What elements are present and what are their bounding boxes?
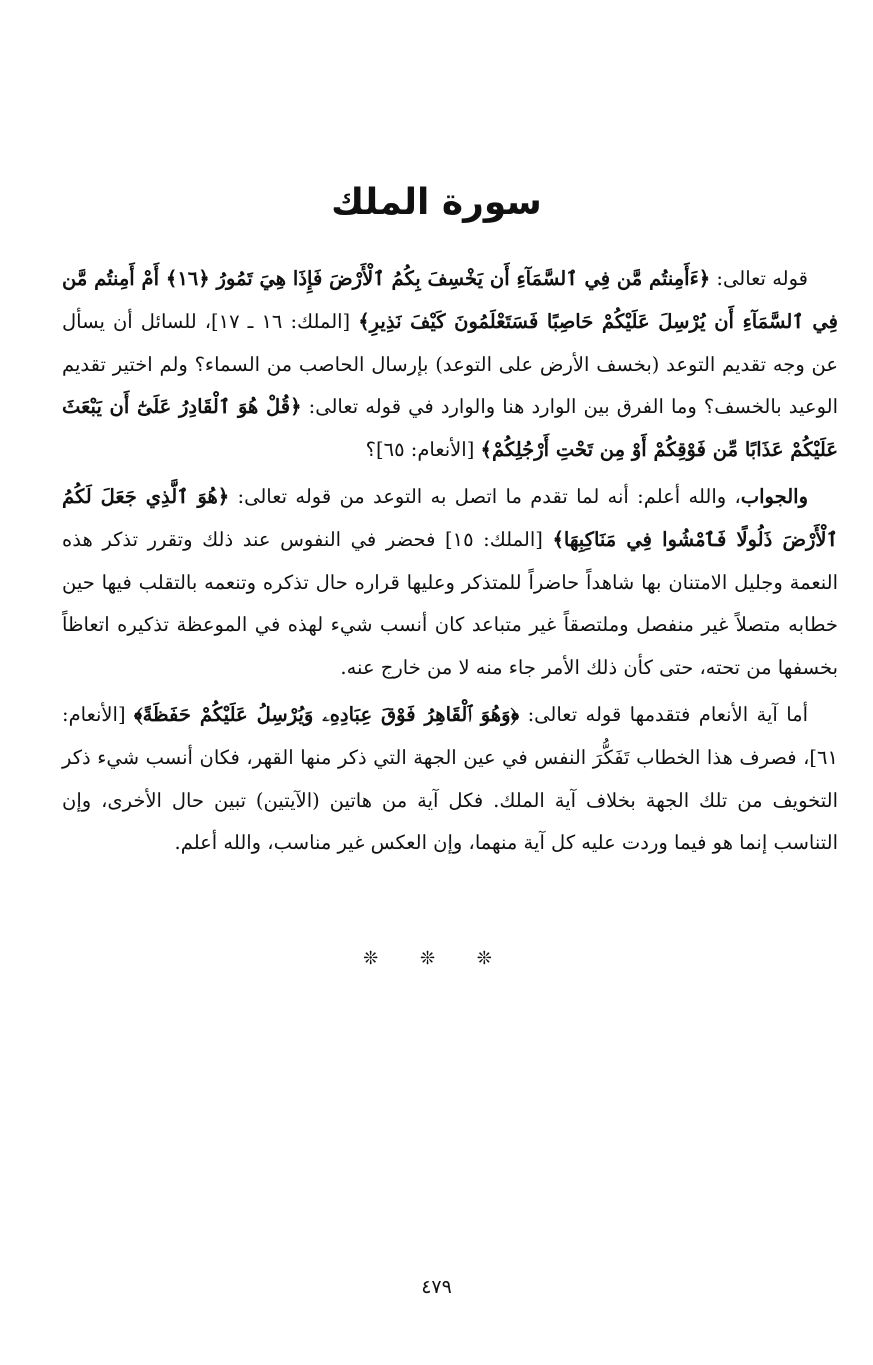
quran-verse: ﴿وَهُوَ ٱلْقَاهِرُ فَوْقَ عِبَادِهِۦ وَيُرْسِلُ عَلَيْكُمْ حَفَظَةً﴾	[133, 702, 520, 726]
page-title: سورة الملك	[331, 182, 542, 223]
answer-lead: والجواب	[740, 484, 808, 508]
paragraph-text: ، والله أعلم: أنه لما تقدم ما اتصل به التوعد من قوله تعالى:	[229, 484, 741, 508]
paragraph-text: قوله تعالى:	[710, 267, 808, 290]
quran-verse: ﴿هُوَ ٱلَّذِي جَعَلَ لَكُمُ ٱلْأَرْضَ ذَلُولًا فَٱمْشُوا فِي مَنَاكِبِهَا﴾	[62, 484, 838, 551]
paragraph-text: [الملك: ١٥] فحضر في النفوس عند ذلك وتقرر تذكر هذه النعمة وجليل الامتنان بها شاهداً حاضراً للمتذكر وعليها قراره حال تذكره وتنعمه بالتقلب فيها حين خطابه متصلاً غير منفصل وملتصقاً غير متباعد كان أنسب شيء لهذه في الموعظة تذكيره اتعاظاً بخسفها من تحته، حتى كأن ذلك الأمر جاء منه لا من خارج عنه.	[62, 527, 838, 680]
paragraph-text: [الملك: ١٦ ـ ١٧]، للسائل أن يسأل عن وجه تقديم التوعد (بخسف الأرض على التوعد) بإرسال الحاصب من السماء؟ ولم اختير تقديم الوعيد بالخسف؟ وما الفرق بين الوارد هنا والوارد في قوله تعالى:	[62, 309, 838, 419]
paragraph-text: [الأنعام: ٦١]، فصرف هذا الخطاب تَفَكُّرَ النفس في عين الجهة التي ذكر منها القهر، فكان أنسب شيء ذكر التخويف من تلك الجهة بخلاف آية الملك. فكل آية من هاتين (الآيتين) تبين حال الأخرى، وإن التناسب إنما هو فيما وردت عليه كل آية منهما، وإن العكس غير مناسب، والله أعلم.	[62, 702, 838, 855]
paragraph-text: أما آية الأنعام فتقدمها قوله تعالى:	[519, 702, 809, 726]
paragraph-answer	[62, 476, 838, 690]
paragraph-question	[62, 258, 838, 472]
section-separator: ❊ ❊ ❊	[363, 948, 510, 969]
quran-verse: ﴿ءَأَمِنتُم مَّن فِي ٱلسَّمَآءِ أَن يَخْسِفَ بِكُمُ ٱلْأَرْضَ فَإِذَا هِيَ تَمُورُ ﴿١٦﴾ أَمْ أَمِنتُم مَّن فِي ٱلسَّمَآءِ أَن يُرْسِلَ عَلَيْكُمْ حَاصِبًا فَسَتَعْلَمُونَ كَيْفَ نَذِيرِ﴾	[62, 267, 838, 333]
body-text	[62, 258, 838, 865]
page-number: ٤٧٩	[421, 1276, 452, 1298]
quran-verse: ﴿قُلْ هُوَ ٱلْقَادِرُ عَلَىٰٓ أَن يَبْعَثَ عَلَيْكُمْ عَذَابًا مِّن فَوْقِكُمْ أَوْ مِن تَحْتِ أَرْجُلِكُمْ﴾	[62, 395, 838, 462]
paragraph-anam	[62, 694, 838, 865]
paragraph-text: [الأنعام: ٦٥]؟	[365, 438, 481, 462]
